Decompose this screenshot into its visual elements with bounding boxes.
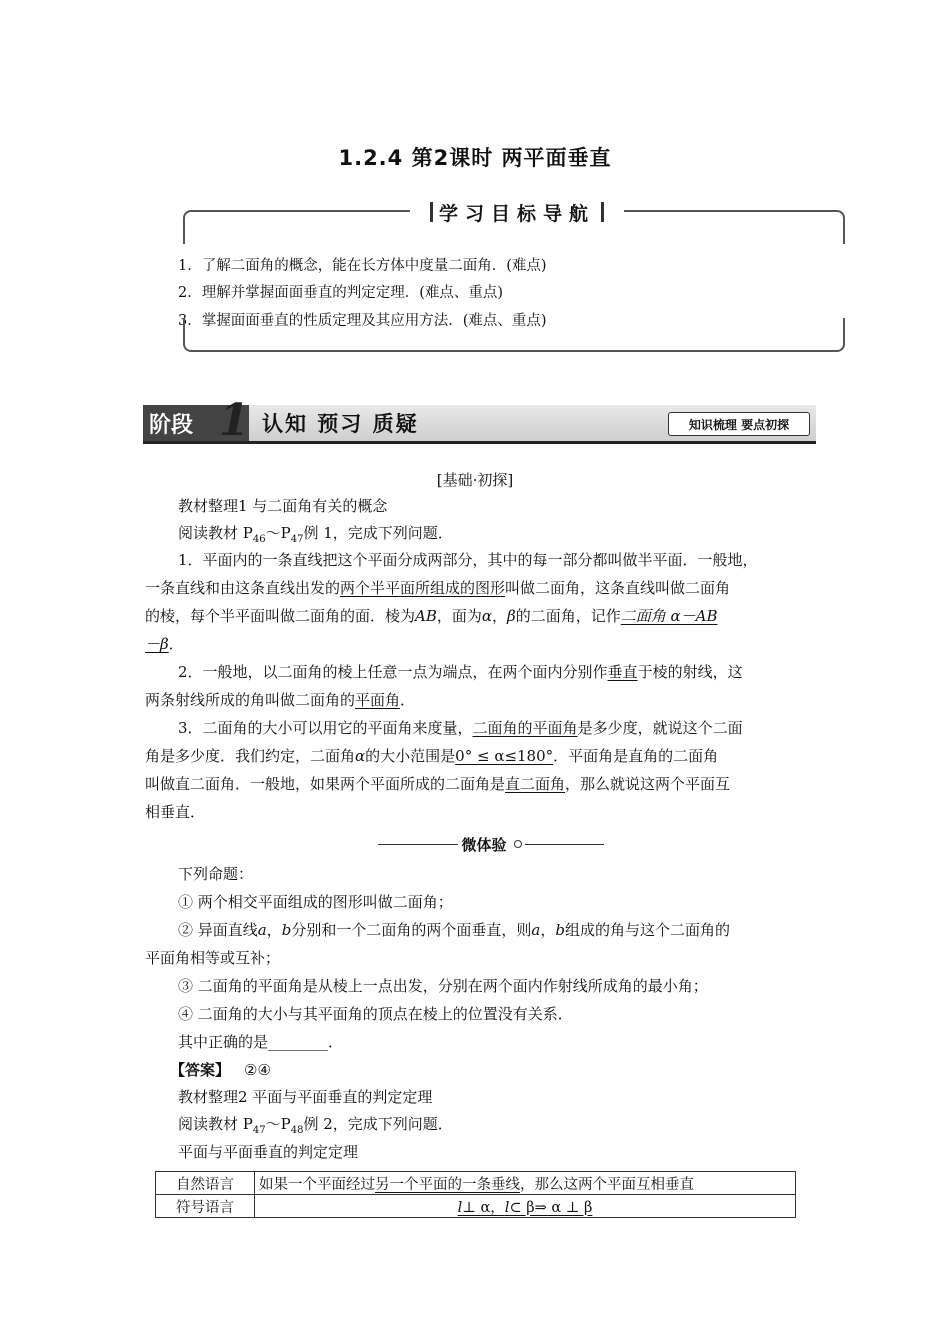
stage-title: 认知 预习 质疑 (262, 412, 419, 436)
table-row (156, 1195, 796, 1218)
divider-line (378, 844, 458, 845)
answer-label: 【答案】 (170, 1061, 231, 1079)
table-cell: l⊥ α，l⊂ β⇒ α ⊥ β (255, 1195, 796, 1218)
paragraph-3-line-2: 角是多少度．我们约定，二面角α的大小范围是0° ≤ α≤180°．平面角是直角的二面角 (145, 747, 719, 765)
paragraph-3-line-3: 叫做直二面角．一般地，如果两个平面所成的二面角是直二面角，那么就说这两个平面互 (145, 775, 731, 793)
paragraph-3-line-1: 3．二面角的大小可以用它的平面角来度量，二面角的平面角是多少度，就说这个二面 (178, 719, 743, 737)
goals-heading-text: 学习目标导航 (439, 202, 596, 225)
stage-badge: 知识梳理 要点初探 (668, 412, 810, 436)
paragraph-1-line-1: 1．平面内的一条直线把这个平面分成两部分，其中的每一部分都叫做半平面．一般地， (178, 551, 758, 569)
answer-value: ②④ (244, 1061, 271, 1079)
paragraph-3-line-4: 相垂直． (145, 803, 206, 821)
answer (170, 1060, 271, 1080)
micro-item-2: ② 异面直线a，b分别和一个二面角的两个面垂直，则a，b组成的角与这个二面角的 (178, 921, 730, 939)
table-cell: 如果一个平面经过另一个平面的一条垂线，那么这两个平面互相垂直 (255, 1172, 796, 1195)
material2-read: 阅读教材 $P_{47}\sim P_{48}$例 2，完成下列问题． (178, 1115, 453, 1136)
paragraph-1-line-2: 一条直线和由这条直线出发的两个半平面所组成的图形叫做二面角，这条直线叫做二面角 (145, 579, 731, 597)
table-cell: 自然语言 (156, 1172, 255, 1195)
page-title: 1.2.4 第2课时 两平面垂直 (338, 146, 612, 170)
circle-icon (514, 840, 522, 848)
material2-subheading: 平面与平面垂直的判定定理 (178, 1143, 359, 1161)
stage-tag: 阶段 (143, 405, 249, 441)
micro-question: 其中正确的是________． (178, 1033, 344, 1051)
goal-item: 2．理解并掌握面面垂直的判定定理．(难点、重点) (178, 285, 504, 301)
table-cell: 符号语言 (156, 1195, 255, 1218)
paragraph-1-line-3: 的棱，每个半平面叫做二面角的面．棱为AB，面为α，β的二面角，记作二面角 α－AB (145, 607, 718, 625)
goals-heading (410, 198, 624, 226)
micro-item-3: ③ 二面角的平面角是从棱上一点出发，分别在两个面内作射线所成角的最小角； (178, 977, 708, 995)
micro-experience-label: 微体验 (461, 835, 507, 854)
theorem-table (155, 1171, 796, 1218)
section-label: [基础·初探] (436, 471, 514, 489)
micro-item-2-cont: 平面角相等或互补； (145, 949, 281, 967)
micro-experience-divider (378, 834, 604, 854)
goal-item: 1．了解二面角的概念，能在长方体中度量二面角．(难点) (178, 258, 547, 274)
bar-icon (430, 202, 433, 222)
paragraph-2-line-2: 两条射线所成的角叫做二面角的平面角． (145, 691, 416, 709)
material2-heading: 教材整理2 平面与平面垂直的判定定理 (178, 1088, 433, 1106)
micro-intro: 下列命题： (178, 865, 254, 883)
goal-item: 3．掌握面面垂直的性质定理及其应用方法．(难点、重点) (178, 313, 547, 329)
micro-item-1: ① 两个相交平面组成的图形叫做二面角； (178, 893, 453, 911)
table-row (156, 1172, 796, 1195)
stage-number: 1 (218, 395, 250, 446)
bar-icon (601, 202, 604, 222)
paragraph-2-line-1: 2．一般地，以二面角的棱上任意一点为端点，在两个面内分别作垂直于棱的射线，这 (178, 663, 743, 681)
divider-line (525, 844, 605, 845)
paragraph-1-line-4: －β． (145, 635, 184, 653)
material1-read: 阅读教材 $P_{46}\sim P_{47}$例 1，完成下列问题． (178, 524, 453, 545)
material1-heading: 教材整理1 与二面角有关的概念 (178, 497, 388, 515)
goals-box-bottom-border (183, 318, 845, 352)
micro-item-4: ④ 二面角的大小与其平面角的顶点在棱上的位置没有关系． (178, 1005, 573, 1023)
